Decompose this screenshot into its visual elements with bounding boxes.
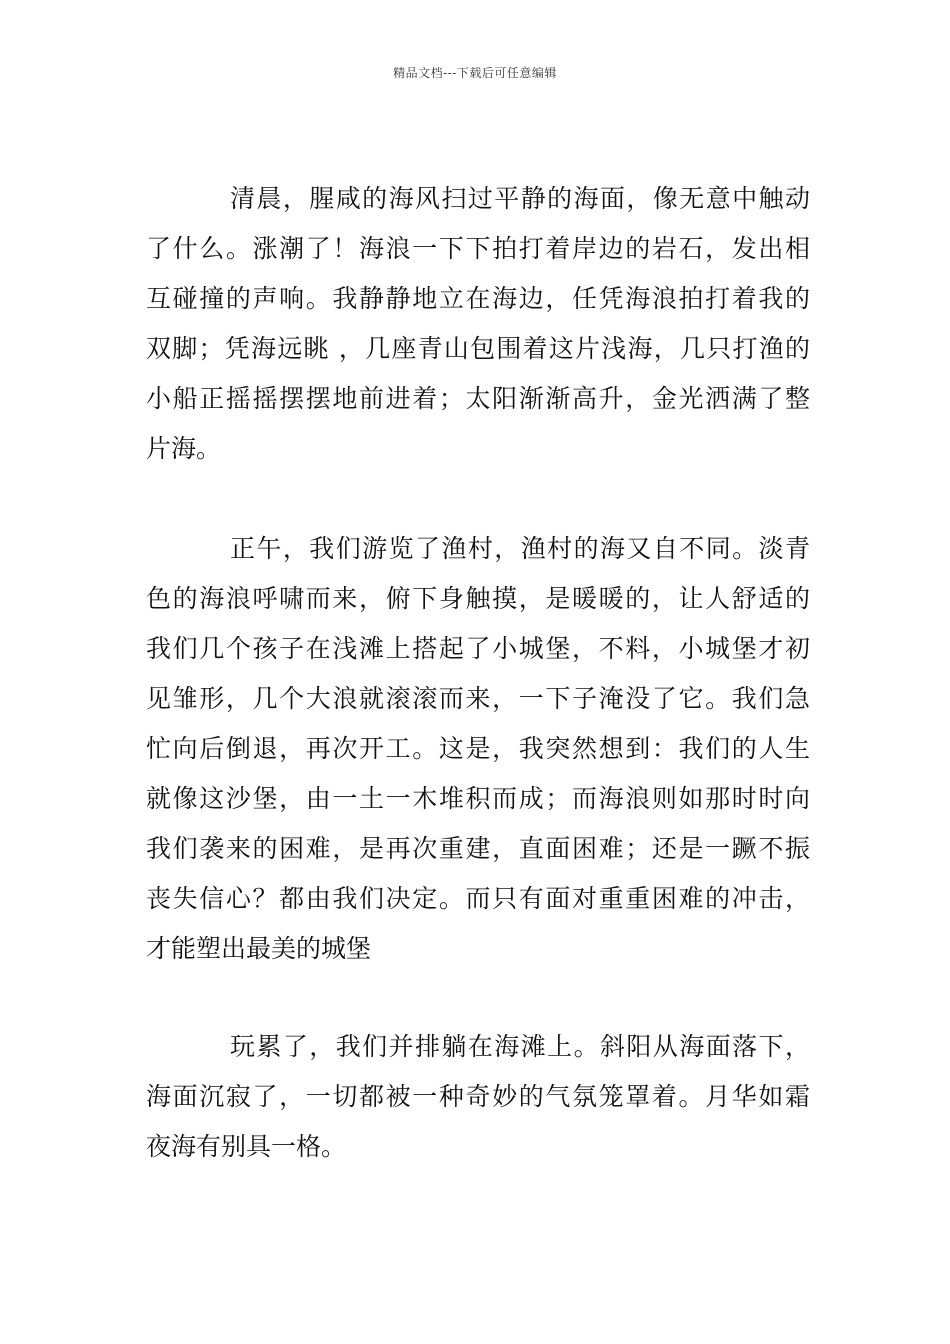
text-line: 见雏形，几个大浪就滚滚而来，一下子淹没了它。我们急 <box>146 684 810 713</box>
text-line: 夜海有别具一格。 <box>146 1132 347 1161</box>
text-line: 我们袭来的困难，是再次重建，直面困难；还是一蹶不振 <box>146 834 810 863</box>
paragraph-1 <box>146 174 810 474</box>
text-line: 双脚；凭海远眺 ，几座青山包围着这片浅海，几只打渔的 <box>146 334 810 363</box>
page-header: 精品文档---下载后可任意编辑 <box>393 66 557 80</box>
text-line: 互碰撞的声响。我静静地立在海边，任凭海浪拍打着我的 <box>146 284 810 313</box>
text-line: 正午，我们游览了渔村，渔村的海又自不同。淡青 <box>230 534 810 563</box>
paragraph-3 <box>146 1022 810 1172</box>
text-line: 海面沉寂了，一切都被一种奇妙的气氛笼罩着。月华如霜 <box>146 1082 810 1111</box>
text-line: 忙向后倒退，再次开工。这是，我突然想到：我们的人生 <box>146 734 810 763</box>
text-line: 了什么。涨潮了！海浪一下下拍打着岸边的岩石，发出相 <box>146 234 810 263</box>
text-line: 色的海浪呼啸而来，俯下身触摸，是暖暖的，让人舒适的 <box>146 584 810 613</box>
text-line: 清晨，腥咸的海风扫过平静的海面，像无意中触动 <box>230 184 810 213</box>
text-line: 小船正摇摇摆摆地前进着；太阳渐渐高升，金光洒满了整 <box>146 384 810 413</box>
text-line: 片海。 <box>146 434 222 463</box>
paragraph-2 <box>146 524 810 974</box>
text-line: 就像这沙堡，由一土一木堆积而成；而海浪则如那时时向 <box>146 784 810 813</box>
text-line: 玩累了，我们并排躺在海滩上。斜阳从海面落下， <box>230 1032 810 1061</box>
text-line: 才能塑出最美的城堡 <box>146 934 372 963</box>
text-line: 我们几个孩子在浅滩上搭起了小城堡，不料，小城堡才初 <box>146 634 810 663</box>
text-line: 丧失信心？都由我们决定。而只有面对重重困难的冲击， <box>146 884 810 913</box>
